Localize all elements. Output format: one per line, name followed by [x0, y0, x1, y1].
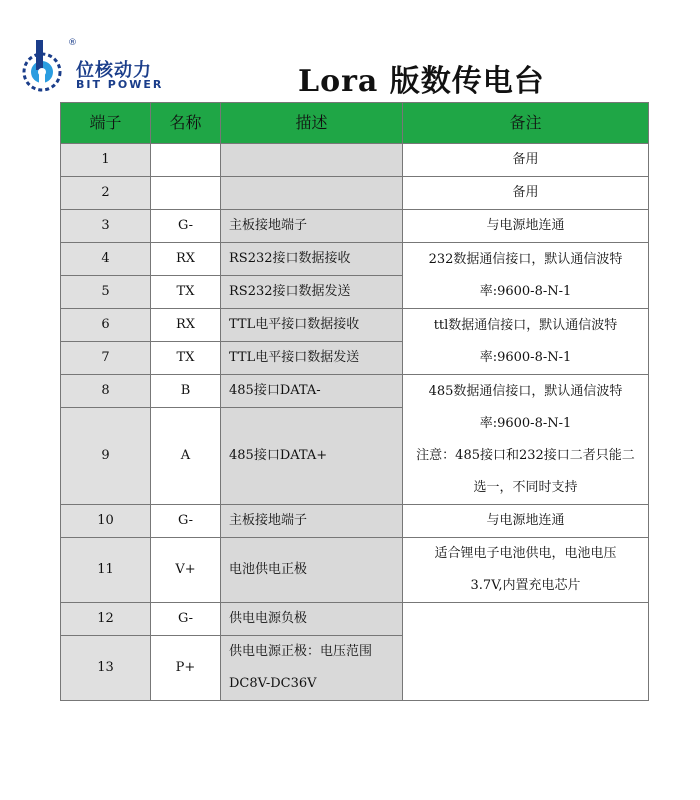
remark-cell-rs485 — [403, 375, 649, 505]
description-cell: 485接口DATA- — [221, 375, 403, 408]
terminal-cell: 3 — [61, 210, 151, 243]
terminal-cell: 11 — [61, 538, 151, 603]
table-row — [61, 505, 649, 538]
table-row — [61, 243, 649, 276]
description-cell: RS232接口数据发送 — [221, 276, 403, 309]
name-cell — [151, 144, 221, 177]
brand-logo — [22, 38, 172, 98]
remark-line: 率:9600-8-N-1 — [479, 415, 572, 431]
table-row — [61, 375, 649, 408]
remark-line: 注意：485接口和232接口二者只能二 — [416, 447, 635, 463]
terminal-cell: 8 — [61, 375, 151, 408]
pin-definition-table — [60, 102, 649, 701]
remark-line: 485数据通信接口，默认通信波特 — [428, 383, 623, 399]
table-row — [61, 210, 649, 243]
name-cell: G- — [151, 603, 221, 636]
name-cell: P+ — [151, 636, 221, 701]
table-row — [61, 144, 649, 177]
remark-cell: 与电源地连通 — [403, 210, 649, 243]
description-cell — [221, 177, 403, 210]
remark-line: 3.7V,内置充电芯片 — [470, 578, 581, 593]
remark-cell: 备用 — [403, 177, 649, 210]
description-cell — [221, 144, 403, 177]
name-cell: TX — [151, 342, 221, 375]
remark-cell-battery — [403, 538, 649, 603]
name-cell: RX — [151, 309, 221, 342]
column-header-description: 描述 — [221, 103, 403, 144]
name-cell: B — [151, 375, 221, 408]
description-cell: RS232接口数据接收 — [221, 243, 403, 276]
terminal-cell: 6 — [61, 309, 151, 342]
table-header-row — [61, 103, 649, 144]
terminal-cell: 9 — [61, 408, 151, 505]
registered-mark: ® — [68, 38, 77, 48]
table-row — [61, 177, 649, 210]
bit-power-logo-icon — [22, 38, 74, 94]
table-row — [61, 538, 649, 603]
logo-name-cn: 位核动力 — [76, 60, 152, 81]
name-cell: G- — [151, 505, 221, 538]
column-header-remark: 备注 — [403, 103, 649, 144]
table-row — [61, 309, 649, 342]
description-line: DC8V-DC36V — [229, 676, 317, 691]
description-cell: 485接口DATA+ — [221, 408, 403, 505]
description-cell — [221, 636, 403, 701]
name-cell: A — [151, 408, 221, 505]
terminal-cell: 7 — [61, 342, 151, 375]
terminal-cell: 1 — [61, 144, 151, 177]
name-cell — [151, 177, 221, 210]
terminal-cell: 5 — [61, 276, 151, 309]
remark-cell-power — [403, 603, 649, 701]
description-cell: 主板接地端子 — [221, 505, 403, 538]
terminal-cell: 13 — [61, 636, 151, 701]
remark-line: 232数据通信接口，默认通信波特 — [428, 251, 623, 267]
name-cell: V+ — [151, 538, 221, 603]
description-cell: 主板接地端子 — [221, 210, 403, 243]
description-cell: 供电电源负极 — [221, 603, 403, 636]
name-cell: RX — [151, 243, 221, 276]
terminal-cell: 4 — [61, 243, 151, 276]
remark-line: 适合锂电子电池供电，电池电压 — [434, 546, 617, 561]
remark-cell-rs232 — [403, 243, 649, 309]
description-cell: TTL电平接口数据接收 — [221, 309, 403, 342]
description-line: 供电电源正极：电压范围 — [229, 644, 373, 659]
description-cell: TTL电平接口数据发送 — [221, 342, 403, 375]
description-cell: 电池供电正极 — [221, 538, 403, 603]
remark-line: 选一，不同时支持 — [473, 479, 578, 495]
column-header-terminal: 端子 — [61, 103, 151, 144]
remark-cell: 备用 — [403, 144, 649, 177]
terminal-cell: 2 — [61, 177, 151, 210]
remark-cell: 与电源地连通 — [403, 505, 649, 538]
remark-line: 率:9600-8-N-1 — [479, 283, 572, 299]
name-cell: G- — [151, 210, 221, 243]
remark-cell-ttl — [403, 309, 649, 375]
terminal-cell: 10 — [61, 505, 151, 538]
column-header-name: 名称 — [151, 103, 221, 144]
remark-line: 率:9600-8-N-1 — [479, 349, 572, 365]
page-title: Lora 版数传电台 — [298, 64, 545, 99]
logo-name-en: BIT POWER — [76, 78, 164, 91]
name-cell: TX — [151, 276, 221, 309]
table-row — [61, 603, 649, 636]
terminal-cell: 12 — [61, 603, 151, 636]
remark-line: ttl数据通信接口，默认通信波特 — [433, 317, 618, 333]
